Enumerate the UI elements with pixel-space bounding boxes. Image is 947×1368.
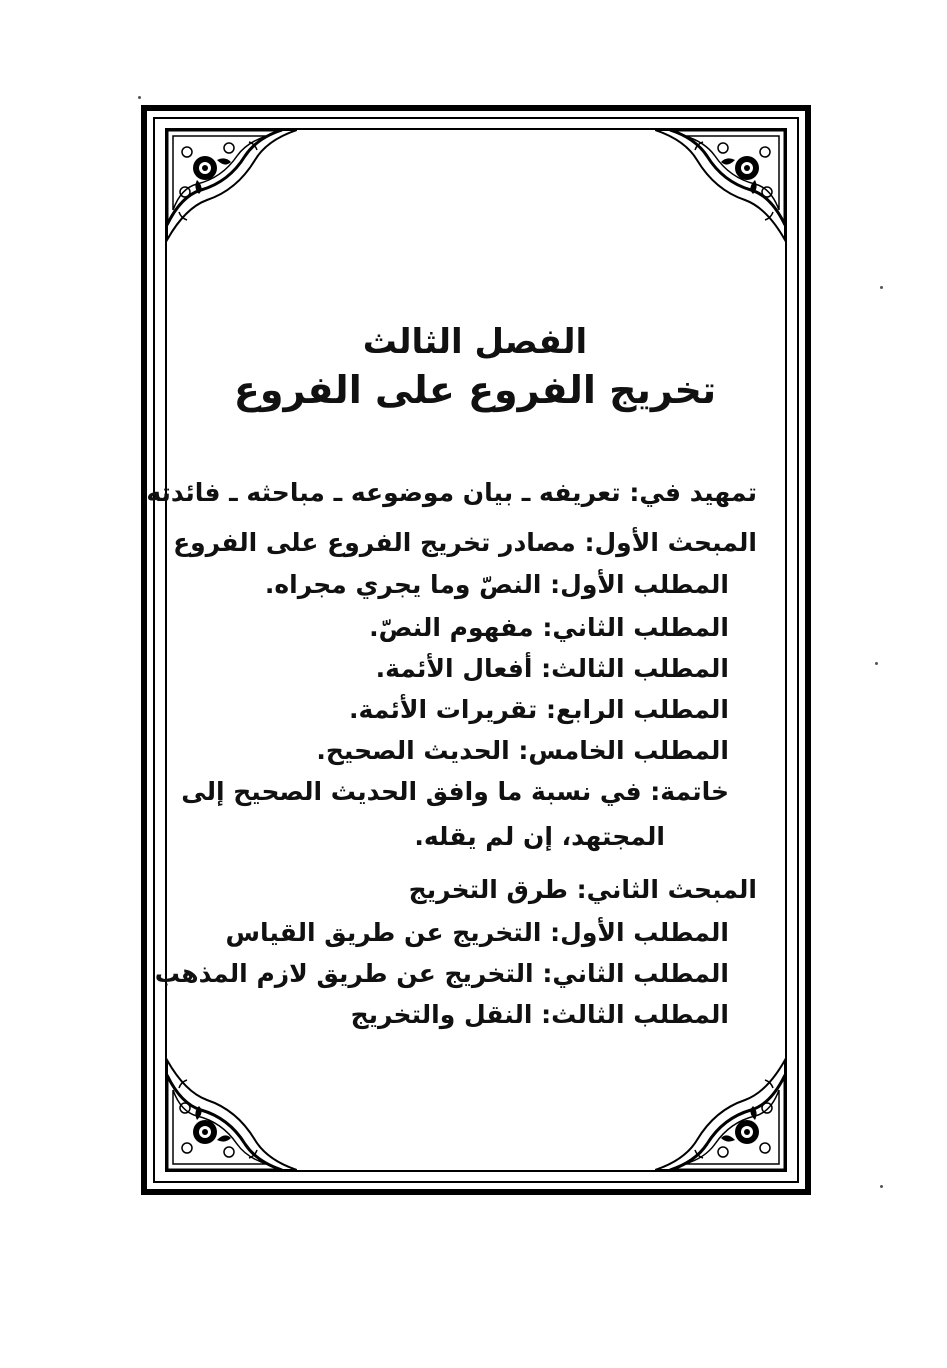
chapter-title: الفصل الثالث — [362, 322, 588, 362]
section1-item: المطلب الأول: النصّ وما يجري مجراه. — [264, 570, 729, 599]
section2-item: المطلب الثالث: النقل والتخريج — [350, 1000, 729, 1029]
section1-item: المطلب الخامس: الحديث الصحيح. — [316, 736, 729, 765]
section2-heading: المبحث الثاني: طرق التخريج — [408, 875, 757, 904]
floral-corner-icon — [167, 130, 297, 260]
section2-item: المطلب الثاني: التخريج عن طريق لازم المذهب — [154, 959, 729, 988]
section2-item: المطلب الأول: التخريج عن طريق القياس — [225, 918, 729, 947]
floral-corner-icon — [655, 130, 785, 260]
scan-speck — [138, 96, 141, 99]
scan-speck — [875, 662, 878, 665]
section1-conclusion-line2: المجتهد، إن لم يقله. — [414, 822, 665, 851]
section1-item: المطلب الرابع: تقريرات الأئمة. — [349, 695, 729, 724]
intro-line: تمهيد في: تعريفه ـ بيان موضوعه ـ مباحثه ـ فائدته — [146, 478, 757, 507]
floral-corner-icon — [167, 1040, 297, 1170]
section1-item: المطلب الثاني: مفهوم النصّ. — [369, 613, 729, 642]
section1-item: المطلب الثالث: أفعال الأئمة. — [375, 654, 729, 683]
floral-corner-icon — [655, 1040, 785, 1170]
scan-speck — [880, 286, 883, 289]
scan-speck — [880, 1185, 883, 1188]
section1-conclusion-line1: خاتمة: في نسبة ما وافق الحديث الصحيح إلى — [181, 777, 729, 806]
chapter-subtitle: تخريج الفروع على الفروع — [233, 368, 717, 412]
section1-heading: المبحث الأول: مصادر تخريج الفروع على الفروع — [173, 528, 757, 557]
